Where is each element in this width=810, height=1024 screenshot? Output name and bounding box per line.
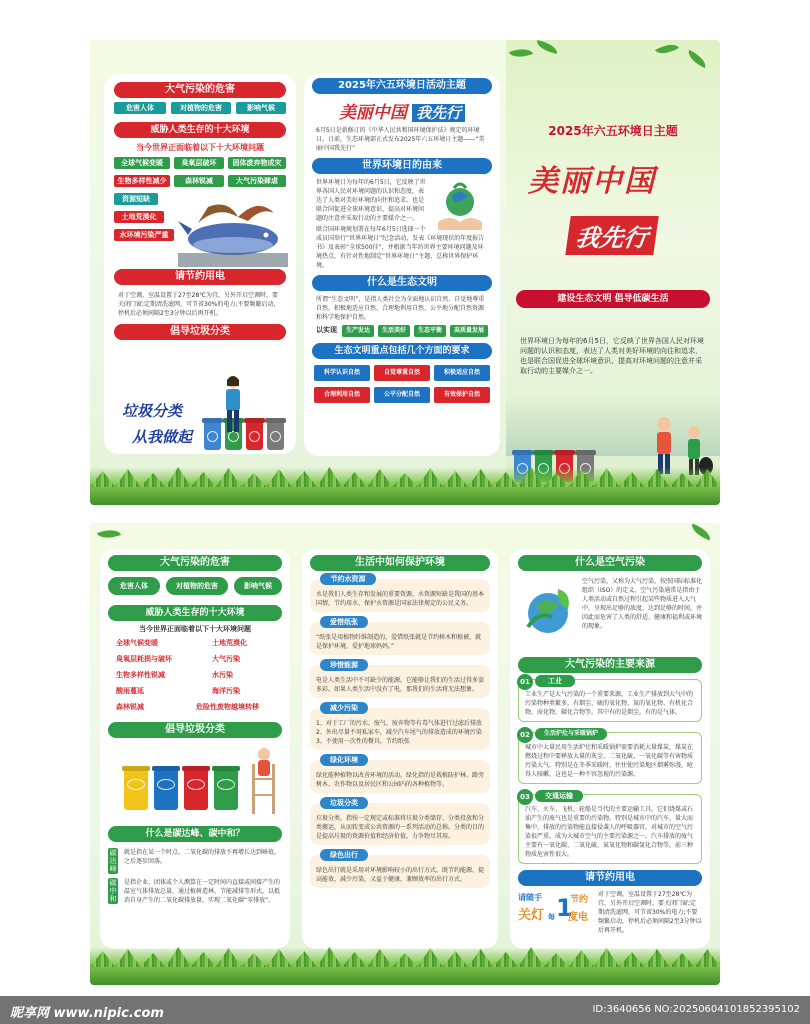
calligraphy-slogan-2: 从我做起 (132, 428, 193, 446)
section-text: 1、对于工厂的污水、废气、废弃物等有毒气体进行过滤后排放 2、外出尽量不用私家车，减少汽车尾气的排放造成的环境污染 3、不使用一次性的餐具，节约纸张 (316, 720, 482, 745)
theme-slogan (304, 98, 500, 122)
save-power-title: 请节约用电 (114, 269, 286, 285)
issue-tag: 固体废弃物成灾 (228, 157, 286, 169)
ten-issues-grid (116, 638, 274, 718)
air-hazard-item: 对植物的危害 (171, 102, 231, 114)
inner-middle-panel (302, 549, 498, 949)
issue-item: 水污染 (212, 671, 233, 679)
save-power-text: 对于空调，室温设置于27至28℃为宜，另外开启空调时，要关闭门窗;定期清洗滤网，可节省30%的电力;不要频繁启动，停机后必须间隔2至3分钟以后再开机。 (598, 891, 702, 934)
eco-text: 所谓“生态文明”，是指人类社会为全面地认识自然、自觉地尊重自然，积极地适应自然、合理地利用自然、公平地分配自然资源和科学地保护自然。 (316, 296, 485, 321)
carbon-neutral-block (108, 878, 282, 905)
watermark-logo: 昵享网 www.nipic.com (10, 1006, 164, 1021)
source-text: 工业生产是大气污染的一个重要来源。工业生产排放到大气中的污染物种类繁多，有烟尘、硫的氧化物、氮的氧化物、有机化合物、卤化物、碳化合物等。其中有的是烟尘，有的是气体。 (525, 691, 694, 716)
source-label: 工业 (535, 675, 575, 687)
source-item (518, 732, 702, 784)
air-hazard-item: 影响气候 (236, 102, 286, 114)
issue-item: 酸雨蔓延 (116, 687, 144, 695)
grass-decoration (90, 467, 720, 505)
power-art-word: 节约 (570, 895, 589, 905)
origin-body (316, 178, 488, 223)
theme-intro: 6月5日是新修订的《中华人民共和国环境保护法》规定的环境日。日前，生态环境部正式发布2025年六五环境日主题——“美丽中国我先行” (316, 127, 485, 152)
issue-item: 生物多样性锐减 (116, 671, 165, 679)
pollution-sources (518, 679, 702, 864)
hazard-bin-icon (246, 422, 263, 450)
air-hazard-list (108, 577, 282, 601)
theme-title: 2025年六五环境日活动主题 (312, 78, 492, 94)
origin-text-1: 世界环境日为每年的6月5日，它反映了世界各国人民对环境问题的认识和态度，表达了人类对美好环境的向往和追求。也是联合国促进全球环境意识、提高对环境问题的注意并采取行动的主要媒介之一。 (316, 179, 426, 222)
save-power-title: 请节约用电 (518, 870, 702, 886)
calligraphy-slogan-1: 垃圾分类 (122, 402, 183, 420)
issue-tag: 土地荒漠化 (114, 211, 164, 223)
recycle-bin-icon (124, 770, 148, 810)
issue-item: 海洋污染 (212, 687, 240, 695)
ten-issues-grid (114, 157, 286, 267)
origin-title: 世界环境日的由来 (312, 158, 492, 174)
ten-issues-subtitle: 当今世界正面临着以下十大环境问题 (139, 625, 251, 633)
issue-tag: 森林锐减 (174, 175, 224, 187)
save-power-body (518, 890, 702, 946)
source-text: 城市中大量民用生活炉灶和采暖锅炉需要消耗大量煤炭，煤炭在燃烧过程中要释放大量的灰尘、二氧化硫、一氧化碳等有害物质污染大气。特别是在冬季采暖时，往往使污染地区烟雾弥漫，呛得人咳嗽，这也是一种不容忽视的污染源。 (525, 744, 694, 778)
woman-figure-illustration (220, 374, 246, 434)
slogan-part-2: 我先行 (412, 104, 465, 122)
eco-tag: 生活美好 (378, 325, 410, 337)
hazard-bin-icon (184, 770, 208, 810)
protect-title: 生活中如何保护环境 (310, 555, 490, 571)
section-label: 珍惜能源 (320, 659, 368, 671)
protect-section (310, 851, 490, 888)
section-label: 垃圾分类 (320, 797, 368, 809)
issue-tag: 臭氧层破坏 (174, 157, 224, 169)
issue-item: 森林锐减 (116, 703, 144, 711)
air-pollution-body (518, 577, 702, 647)
protect-sections (310, 575, 490, 888)
sorting-bins-illustration (204, 414, 294, 454)
left-panel (104, 74, 296, 454)
issue-item: 危险性废物越境转移 (196, 703, 259, 711)
requirement-item: 有效保护自然 (434, 387, 490, 403)
air-hazard-item: 影响气候 (234, 577, 282, 595)
inner-left-panel (100, 549, 290, 949)
section-text: 水是我们人类生存和发展的重要资源，水资源短缺是我国的基本国情，节约用水、保护水资源是国家法律规定的公民义务。 (316, 591, 485, 607)
brochure-outer-side (90, 40, 720, 505)
issue-item: 全球气候变暖 (116, 639, 158, 647)
issue-tag: 资源短缺 (114, 193, 158, 205)
power-art-word: 1 (556, 894, 573, 922)
air-hazard-item: 对植物的危害 (166, 577, 228, 595)
power-art-word: 请随手 (518, 893, 542, 902)
protect-section (310, 756, 490, 793)
leaf-decoration (655, 40, 679, 59)
protect-section (310, 618, 490, 655)
air-hazard-list (114, 102, 286, 120)
requirement-item: 积极适应自然 (434, 365, 490, 381)
power-art-word: 度电 (568, 912, 588, 923)
source-text: 汽车、火车、飞机、轮船是当代的主要运输工具，它们烧煤或石油产生的废气也是重要的污染物。特别是城市中的汽车，量大而集中，排放的污染物能直接侵袭人的呼吸器官，对城市的空气污染很严重，成为大城市空气的主要污染源之一。汽车排放的废气主要有一氧化碳、二氧化硫、氮氧化物和碳氢化合物等，前三种物质危害性很大。 (525, 806, 694, 858)
requirement-item: 公平分配自然 (374, 387, 430, 403)
section-label: 爱惜纸张 (320, 616, 368, 628)
carbon-peak-label: 碳达峰 (109, 849, 117, 873)
requirement-item: 科学认识自然 (314, 365, 370, 381)
requirement-item: 自觉尊重自然 (374, 365, 430, 381)
source-label: 生活炉灶与采暖锅炉 (535, 728, 607, 740)
leaf-decoration (509, 45, 533, 62)
section-text: 绿色出行就是采用对环境影响较小的出行方式。既节约能源、提高能效、减少污染，又益于健康、兼顾效率的出行方式。 (316, 867, 485, 883)
power-art (518, 890, 596, 946)
leaf-decoration (97, 526, 121, 543)
section-text: “纸张是用植物纤维制造的，爱惜纸张就是节约树木和植被，就是保护环境，爱护地球妈妈。” (316, 634, 482, 650)
requirements-title: 生态文明重点包括几个方面的要求 (312, 343, 492, 359)
sorting-bins-illustration (110, 744, 280, 820)
air-hazard-title: 大气污染的危害 (114, 82, 286, 98)
leaf-decoration (689, 524, 713, 541)
section-text: 垃圾分类，指按一定规定或标准将垃圾分类储存、分类投放和分类搬运，从而转变成公共资源的一系列活动的总称。分类的目的是提高垃圾的资源价值和经济价值，力争物尽其用。 (316, 815, 485, 840)
sorting-title: 倡导垃圾分类 (114, 324, 286, 340)
cover-slogan-2: 我先行 (565, 216, 658, 255)
cover-banner: 建设生态文明 倡导低碳生活 (516, 290, 710, 308)
eco-tag: 生产发达 (342, 325, 374, 337)
ten-issues-subtitle: 当今世界正面临着以下十大环境问题 (136, 143, 264, 152)
section-text: 电是人类生活中不可缺少的能源。它能够让我们的生活过得多姿多彩。如果人类生活中没有了电，那我们的生活将无法想象。 (316, 677, 485, 693)
polluted-whale-illustration (178, 187, 288, 267)
protect-section (310, 704, 490, 750)
issue-item: 臭氧层耗损与破坏 (116, 655, 172, 663)
source-number: 03 (517, 789, 533, 805)
boy-on-ladder-illustration (244, 744, 284, 814)
hands-earth-illustration (432, 178, 488, 234)
protect-section (310, 661, 490, 698)
cover-slogan-1: 美丽中国 (528, 164, 656, 199)
requirements-grid (314, 365, 490, 409)
watermark-id: ID:3640656 NO:20250604101852395102 (592, 1004, 800, 1015)
ten-issues-title: 威胁人类生存的十大环境 (108, 605, 282, 621)
section-text: 绿化能种植物以改善环境的活动。绿化指的是栽植防护林、路旁树木、农作物以及居民区和公园内的各种植物等。 (316, 772, 485, 788)
origin-text-2: 联合国环境规划署在每年6月5日选择一个成员国举行“世界环境日”纪念活动，发表《环境现状的年度报告书》及表彰“全球500佳”，并根据当年的世界主要环境问题及环境热点，有针对性地制定“世界环境日”主题，总称世界保护环境。 (316, 226, 485, 269)
source-item (518, 679, 702, 722)
earth-leaf-illustration (518, 581, 578, 641)
cover-panel (506, 40, 720, 505)
power-art-word: 每 (548, 913, 555, 921)
sorting-title: 倡导垃圾分类 (108, 722, 282, 738)
cover-text: 世界环境日为每年的6月5日，它反映了世界各国人民对环境问题的认识和态度，表达了人类对美好环境的向往和追求，也是联合国促进全球环境意识、提高对环境问题的注意并采取行动的主要媒介之一。 (520, 337, 704, 375)
source-number: 02 (517, 727, 533, 743)
eco-title: 什么是生态文明 (312, 275, 492, 291)
air-hazard-title: 大气污染的危害 (108, 555, 282, 571)
issue-item: 大气污染 (212, 655, 240, 663)
source-number: 01 (517, 674, 533, 690)
section-label: 节约水资源 (320, 573, 376, 585)
pollution-source-title: 大气污染的主要来源 (518, 657, 702, 673)
section-label: 绿化环境 (320, 754, 368, 766)
middle-panel (304, 74, 500, 456)
issue-tag: 全球气候变暖 (114, 157, 170, 169)
air-pollution-title: 什么是空气污染 (518, 555, 702, 571)
grass-decoration (90, 947, 720, 985)
section-label: 减少污染 (320, 702, 368, 714)
issue-tag: 生物多样性减少 (114, 175, 170, 187)
carbon-peak-block (108, 848, 282, 874)
source-item (518, 794, 702, 864)
protect-section (310, 575, 490, 612)
save-power-text: 对于空调，室温设置于27至28℃为宜，另外开启空调时，要关闭门窗;定期清洗滤网，可节省30%的电力;不要频繁启动，停机后必须间隔2至3分钟以后再开机。 (118, 292, 280, 317)
carbon-neutral-text: 是指企业、团体或个人测算在一定时间内直接或间接产生的温室气体排放总量，通过植树造林、节能减排等形式，以抵消自身产生的二氧化碳排放量，实现二氧化碳“零排放”。 (124, 879, 281, 904)
air-hazard-item: 危害人体 (114, 102, 166, 114)
leaf-decoration (685, 50, 709, 68)
air-hazard-item: 危害人体 (108, 577, 160, 595)
issue-tag: 水环境污染严重 (114, 229, 174, 241)
kitchen-bin-icon (154, 770, 178, 810)
inner-right-panel (510, 549, 710, 949)
eco-tag-row (316, 325, 488, 337)
air-pollution-text: 空气污染，又称为大气污染，按照国际标准化组织（ISO）的定义，空气污染通常是指由于人类活动或自然过程引起某些物质进入大气中，呈现出足够的浓度，达到足够的时间，并因此而危害了人类的舒适、健康和福利或环境的现象。 (582, 578, 703, 630)
slogan-part-1: 美丽中国 (338, 103, 407, 123)
carbon-peak-text: 就是指在某一个时点，二氧化碳的排放不再增长达到峰值，之后逐步回落。 (124, 849, 281, 865)
brochure-inner-side (90, 523, 720, 985)
issue-item: 土地荒漠化 (212, 639, 247, 647)
protect-section (310, 799, 490, 845)
eco-realize-label: 以实现 (316, 326, 337, 334)
power-art-word: 关灯 (518, 908, 545, 923)
cover-theme: 2025年六五环境日主题 (548, 124, 678, 138)
requirement-item: 合理利用自然 (314, 387, 370, 403)
section-label: 绿色出行 (320, 849, 368, 861)
leaf-decoration (535, 40, 558, 54)
other-bin-icon (214, 770, 238, 810)
recycle-bin-icon (204, 422, 221, 450)
ten-issues-title: 威胁人类生存的十大环境 (114, 122, 286, 138)
watermark-bar (0, 996, 810, 1024)
carbon-neutral-label: 碳中和 (109, 879, 117, 903)
eco-tag: 生态平衡 (414, 325, 446, 337)
source-label: 交通运输 (535, 790, 583, 802)
other-bin-icon (267, 422, 284, 450)
carbon-title: 什么是碳达峰、碳中和？ (108, 826, 282, 842)
eco-tag: 高质量发展 (450, 325, 488, 337)
issue-tag: 大气污染肆虐 (228, 175, 286, 187)
